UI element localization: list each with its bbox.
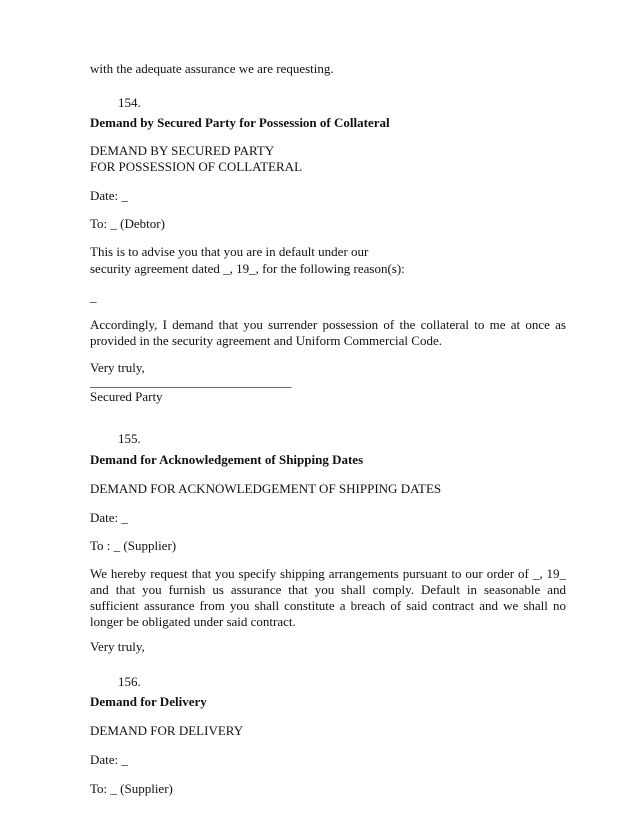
body-text: security agreement dated _, 19_, for the following reason(s): xyxy=(90,261,405,276)
signature-line: _______________________________ xyxy=(90,374,292,389)
section-heading: Demand for Acknowledgement of Shipping Dates xyxy=(90,452,364,467)
section-heading: Demand for Delivery xyxy=(90,694,207,709)
date-field: Date: _ xyxy=(90,510,128,525)
form-title: DEMAND FOR DELIVERY xyxy=(90,723,244,738)
recipient-field: To : _ (Supplier) xyxy=(90,538,177,553)
section-heading: Demand by Secured Party for Possession of Collateral xyxy=(90,115,390,130)
form-title: DEMAND FOR ACKNOWLEDGEMENT OF SHIPPING DATES xyxy=(90,481,442,496)
intro-line: with the adequate assurance we are requesting. xyxy=(90,61,334,76)
closing: Very truly, xyxy=(90,360,145,375)
section-number: 156. xyxy=(118,674,141,689)
form-title: DEMAND BY SECURED PARTY xyxy=(90,143,275,158)
date-field: Date: _ xyxy=(90,188,128,203)
closing: Very truly, xyxy=(90,639,145,654)
recipient-field: To: _ (Supplier) xyxy=(90,781,173,796)
signature-label: Secured Party xyxy=(90,389,163,404)
reason-blank: _ xyxy=(90,289,97,304)
body-paragraph: We hereby request that you specify shipping arrangements pursuant to our order of _, 19_ and that you furnish us assurance that you shall comply. Default in seasonable and sufficient assurance from you shall constitute a breach of said contract and we shall no longer be obligated under said contract. xyxy=(90,566,566,629)
body-paragraph: Accordingly, I demand that you surrender possession of the collateral to me at once as provided in the security agreement and Uniform Commercial Code. xyxy=(90,317,566,348)
date-field: Date: _ xyxy=(90,752,128,767)
body-text: This is to advise you that you are in default under our xyxy=(90,244,369,259)
section-number: 154. xyxy=(118,95,141,110)
recipient-field: To: _ (Debtor) xyxy=(90,216,165,231)
section-number: 155. xyxy=(118,431,141,446)
form-title: FOR POSSESSION OF COLLATERAL xyxy=(90,159,303,174)
